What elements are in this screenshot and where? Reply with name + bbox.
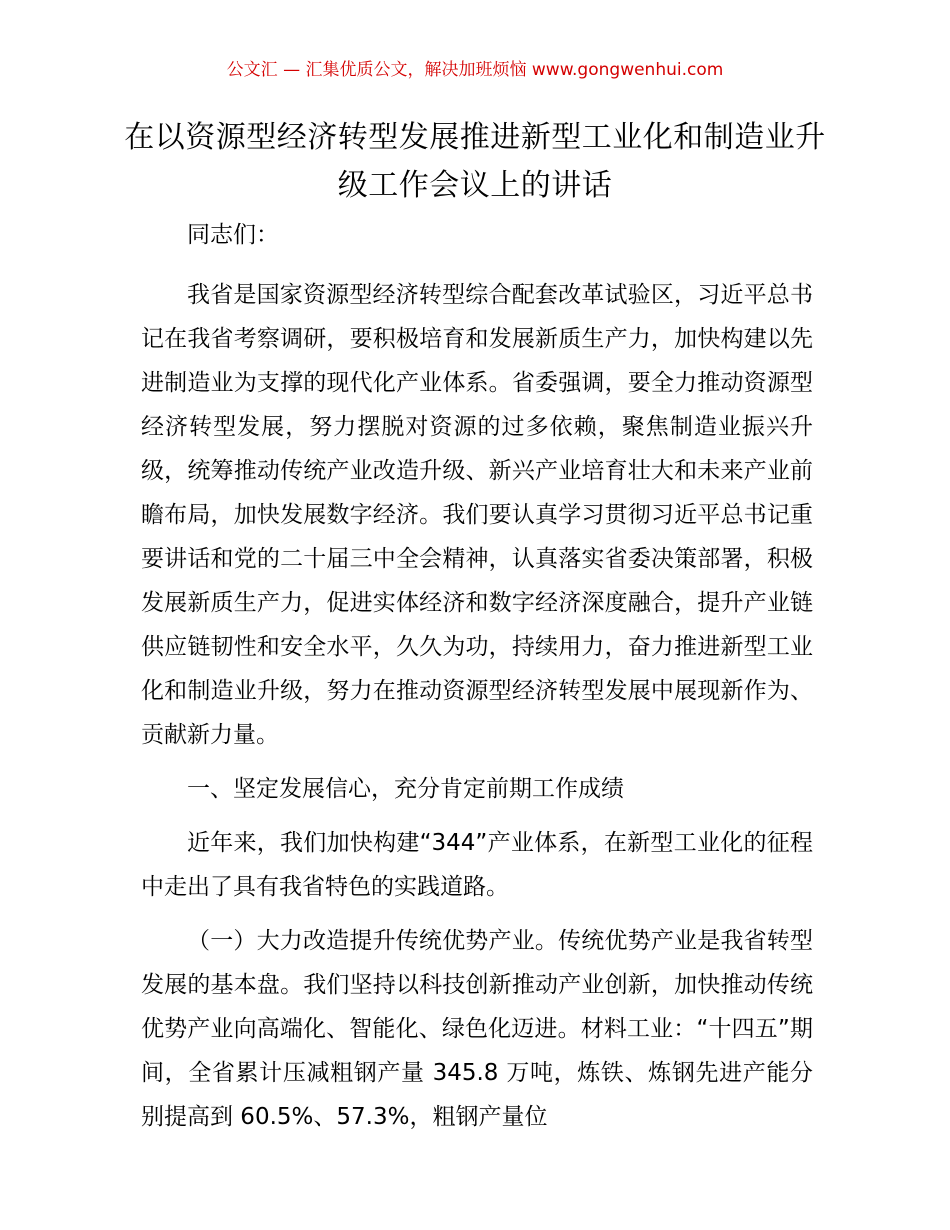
page-title: 在以资源型经济转型发展推进新型工业化和制造业升级工作会议上的讲话 [124, 120, 826, 203]
paragraph-intro: 我省是国家资源型经济转型综合配套改革试验区，习近平总书记在我省考察调研，要积极培育和发展新质生产力，加快构建以先进制造业为支撑的现代化产业体系。省委强调，要全力推动资源型经济转型发展，努力摆脱对资源的过多依赖，聚焦制造业振兴升级，统筹推动传统产业改造升级、新兴产业培育壮大和未来产业前瞻布局，加快发展数字经济。我们要认真学习贯彻习近平总书记重要讲话和党的二十届三中全会精神，认真落实省委决策部署，积极发展新质生产力，促进实体经济和数字经济深度融合，提升产业链供应链韧性和安全水平，久久为功，持续用力，奋力推进新型工业化和制造业升级，努力在推动资源型经济转型发展中展现新作为、贡献新力量。 [141, 282, 813, 748]
greeting: 同志们： [187, 222, 279, 248]
paragraph-overview: 近年来，我们加快构建“344”产业体系，在新型工业化的征程中走出了具有我省特色的实践道路。 [141, 830, 813, 900]
paragraph-subsection-1: （一）大力改造提升传统优势产业。传统优势产业是我省转型发展的基本盘。我们坚持以科技创新推动产业创新，加快推动传统优势产业向高端化、智能化、绿色化迈进。材料工业：“十四五”期间，全省累计压减粗钢产量 345.8 万吨，炼铁、炼钢先进产能分别提高到 60.5%、57.3%，粗钢产量位 [141, 928, 813, 1130]
site-banner[interactable]: 公文汇 — 汇集优质公文，解决加班烦恼 www.gongwenhui.com [226, 60, 724, 80]
document-body [141, 213, 813, 1149]
section-heading: 一、坚定发展信心，充分肯定前期工作成绩 [187, 776, 624, 802]
